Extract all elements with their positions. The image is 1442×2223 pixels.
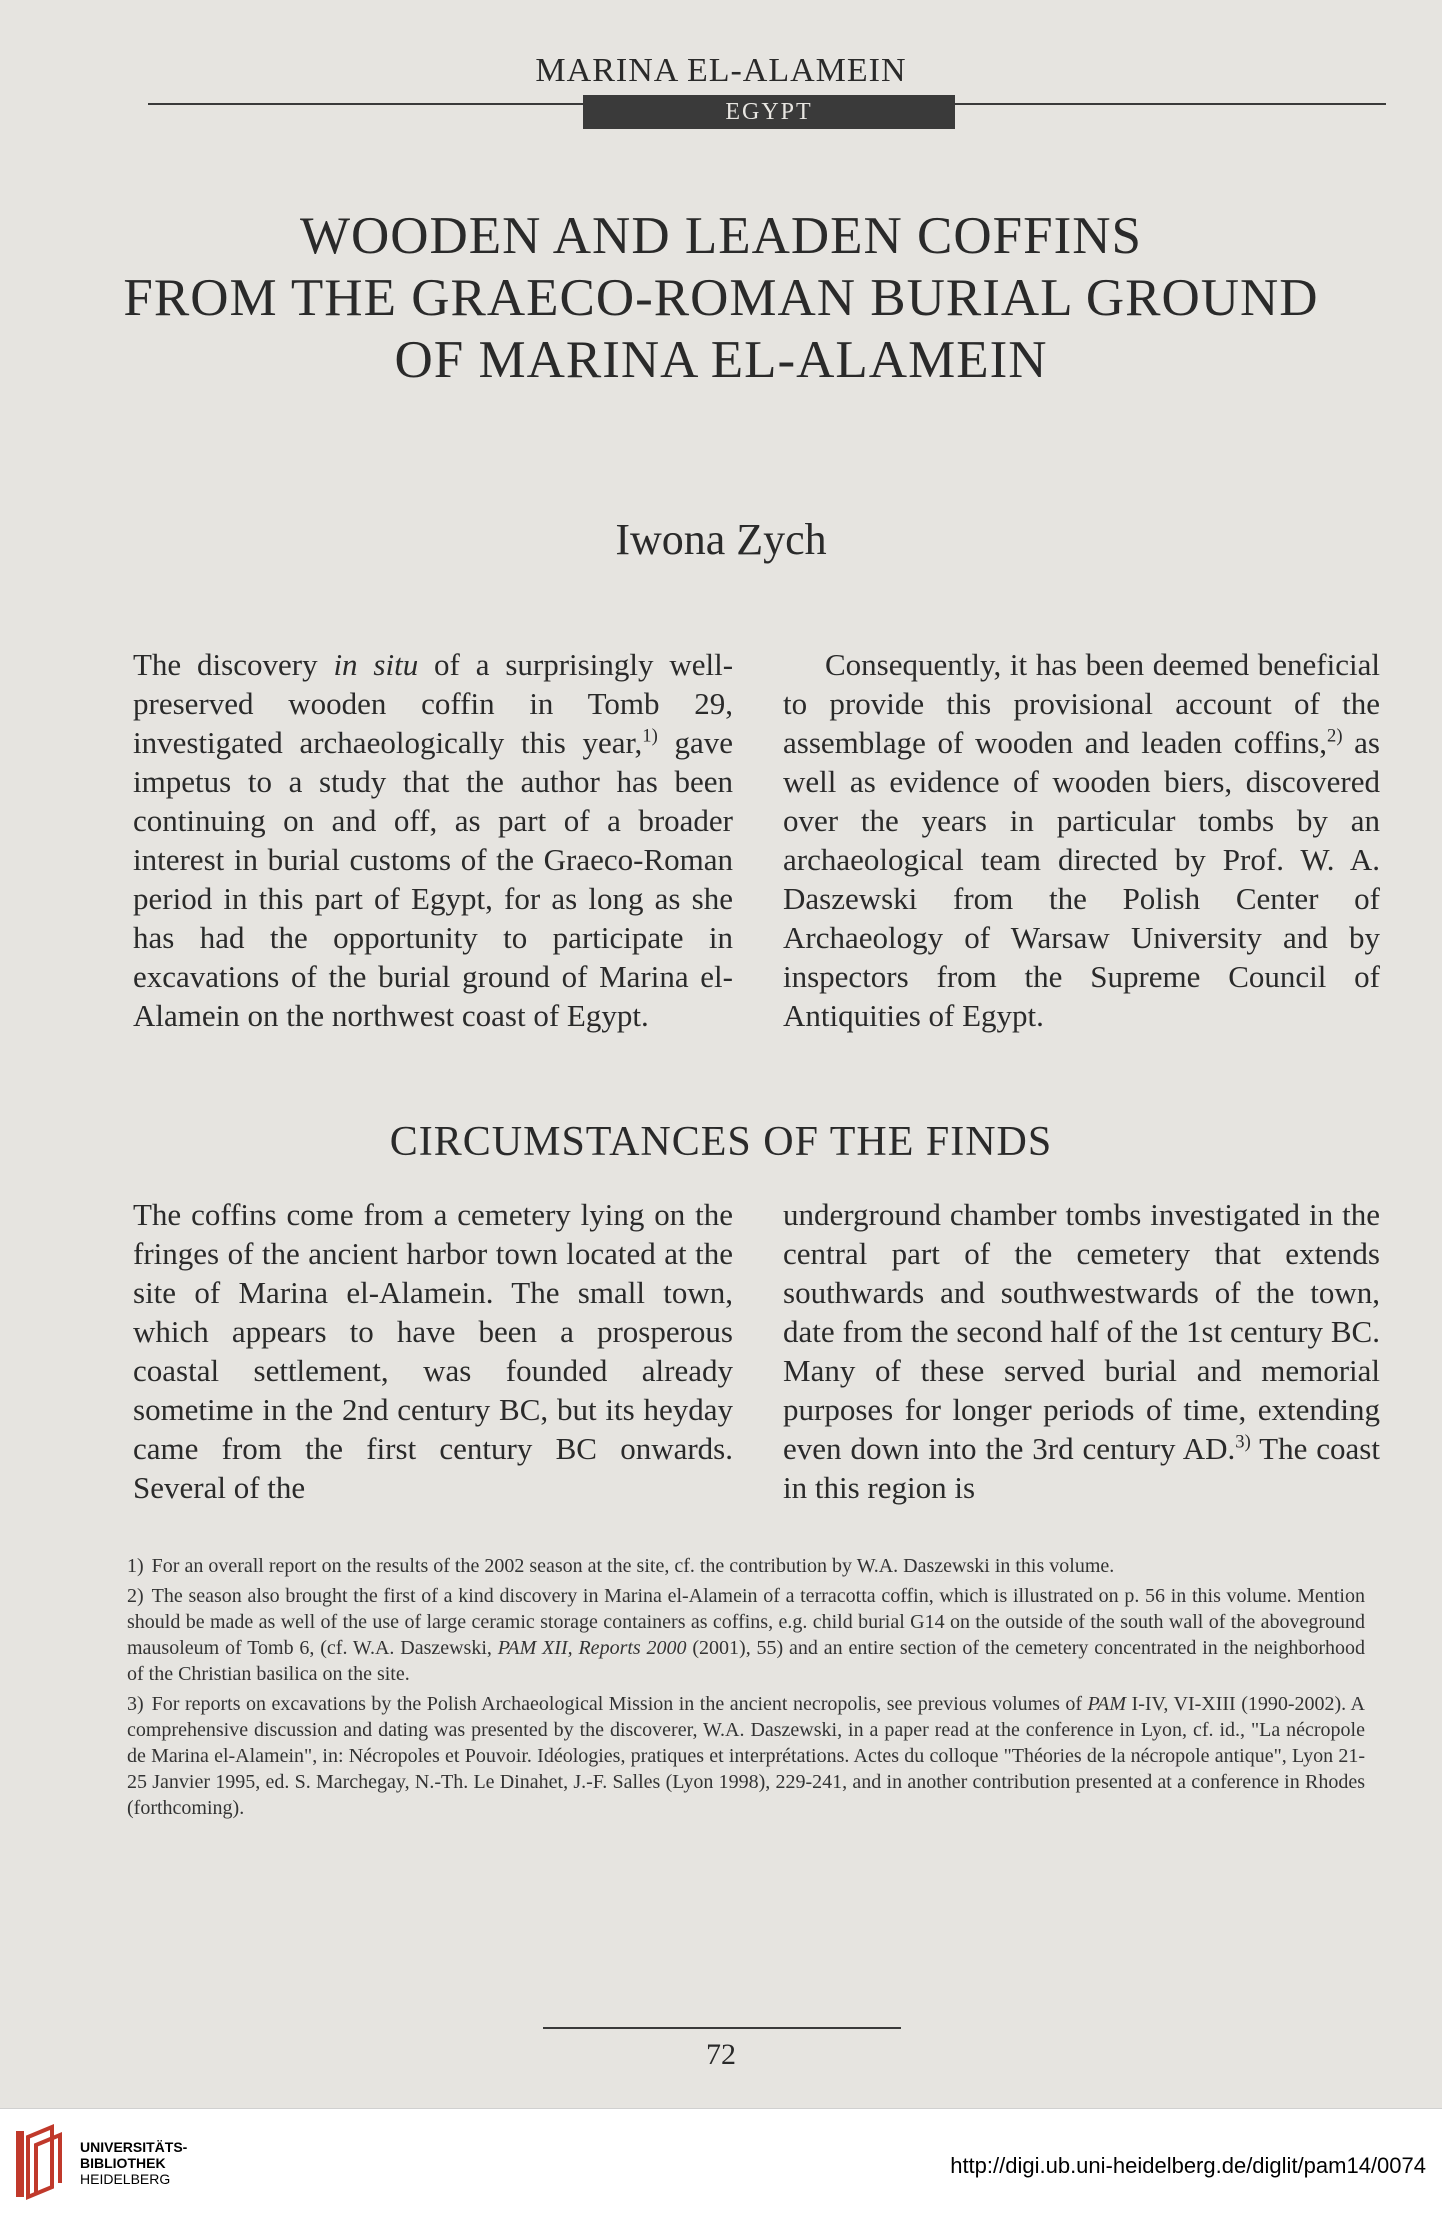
page-number: 72 (706, 2038, 736, 2071)
title-line-3: OF MARINA EL-ALAMEIN (394, 331, 1048, 389)
footnote-1: 1) For an overall report on the results of the 2002 season at the site, cf. the contribution by W.A. Daszewski in this volume. (127, 1555, 1115, 1577)
section-paragraph-left: The coffins come from a cemetery lying on the fringes of the ancient harbor town located at the site of Marina el-Alamein. The small town, which appears to have been a prosperous coastal settlement, was founded already sometime in the 2nd century BC, but its heyday came from the first century BC onwards. Several of the (133, 1197, 733, 1505)
intro-paragraph-right: Consequently, it has been deemed beneficial to provide this provisional account of the assemblage of wooden and leaden coffins,$^{2)}$ as well as evidence of wooden biers, discovered over the years in particular tombs by an archaeological team directed by Prof. W. A. Daszewski from the Polish Center of Archaeology of Warsaw University and by inspectors from the Supreme Council of Antiquities of Egypt. (783, 647, 1380, 1033)
source-url-link[interactable]: http://digi.ub.uni-heidelberg.de/diglit/pam14/0074 (950, 2153, 1426, 2178)
library-name: UNIVERSITÄTS- BIBLIOTHEK HEIDELBERG (80, 2139, 188, 2187)
footnote-ref-1: 1) (642, 725, 658, 747)
footnote-3: 3) For reports on excavations by the Polish Archaeological Mission in the ancient necropolis, see previous volumes of PAM I-IV, VI-XIII (1990-2002). A comprehensive discussion and dating was presented by the discoverer, W.A. Daszewski, in a paper read at the conference in Lyon, cf. id., "La nécropole de Marina el-Alamein", in: Nécropoles et Pouvoir. Idéologies, pratiques et interprétations. Actes du colloque "Théories de la nécropole antique", Lyon 21-25 Janvier 1995, ed. S. Marchegay, N.-Th. Le Dinahet, J.-F. Salles (Lyon 1998), 229-241, and in another contribution presented at a conference in Rhodes (forthcoming). (127, 1693, 1366, 1819)
section-badge: EGYPT (583, 95, 955, 129)
footnote-ref-3: 3) (1235, 1431, 1251, 1453)
footnote-2: 2) The season also brought the first of a kind discovery in Marina el-Alamein of a terracotta coffin, which is illustrated on p. 56 in this volume. Mention should be made as well of the use of large ceramic storage containers as coffins, e.g. child burial G14 on the outside of the south wall of the aboveground mausoleum of Tomb 6, (cf. W.A. Daszewski, PAM XII, Reports 2000 (2001), 55) and an entire section of the cemetery concentrated in the neighborhood of the Christian basilica on the site. (127, 1585, 1365, 1685)
section-paragraph-right: underground chamber tombs investigated in the central part of the cemetery that extends southwards and southwestwards of the town, date from the second half of the 1st century BC. Many of these served burial and memorial purposes for longer periods of time, extending even down into the 3rd century AD.$^{3)}$ The coast in this region is (783, 1197, 1380, 1505)
title-line-2: FROM THE GRAECO-ROMAN BURIAL GROUND (123, 269, 1319, 327)
title-line-1: WOODEN AND LEADEN COFFINS (299, 207, 1143, 265)
running-header: MARINA EL-ALAMEIN (535, 52, 907, 89)
footnote-ref-2: 2) (1327, 725, 1343, 747)
library-footer (0, 2108, 1442, 2223)
library-logo-icon (14, 2123, 70, 2203)
author-name: Iwona Zych (615, 515, 827, 564)
footnotes (127, 1553, 1365, 1825)
footer-rule (543, 2027, 901, 2029)
article-title (0, 205, 1442, 391)
section-heading: CIRCUMSTANCES OF THE FINDS (389, 1119, 1053, 1165)
in-situ-emphasis: in situ (333, 647, 419, 682)
intro-paragraph-left: The discovery in situ of a surprisingly well-preserved wooden coffin in Tomb 29, investigated archaeologically this year,$^{1)}$ gave impetus to a study that the author has been continuing on and off, as part of a broader interest in burial customs of the Graeco-Roman period in this part of Egypt, for as long as she has had the opportunity to participate in excavations of the burial ground of Marina el-Alamein on the northwest coast of Egypt. (133, 647, 734, 1033)
